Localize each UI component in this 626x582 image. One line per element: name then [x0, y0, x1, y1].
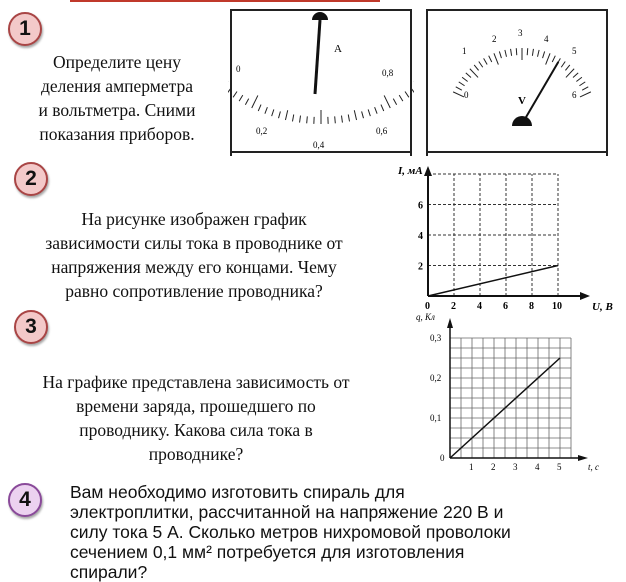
task-3-line: проводнику. Какова сила тока в — [8, 418, 384, 442]
task-1-line: Определите цену — [14, 50, 220, 74]
voltmeter-label-4: 4 — [544, 34, 549, 44]
voltmeter-label-0: 0 — [464, 90, 469, 100]
voltmeter-label-5: 5 — [572, 46, 577, 56]
chart-2-x-ticks — [469, 462, 562, 472]
ammeter-label-0: 0 — [236, 64, 241, 74]
task-3-line: проводнике? — [8, 442, 384, 466]
task-1-line: деления амперметра — [14, 74, 220, 98]
chart-2-xlabel: t, с — [588, 462, 599, 472]
task-4-line: спирали? — [70, 562, 622, 582]
task-4-line: Вам необходимо изготовить спираль для — [70, 482, 622, 502]
chart-1-x-tick-label: 4 — [477, 301, 482, 312]
task-2-line: зависимости силы тока в проводнике от — [6, 231, 382, 255]
chart-2-y-arrow — [447, 318, 453, 328]
ammeter-label-0-8: 0,8 — [382, 68, 394, 78]
task-3-text — [8, 370, 384, 466]
chart-2-x-tick-label: 3 — [513, 462, 518, 472]
chart-1-x-tick-label: 6 — [503, 301, 508, 312]
chart-1-x-ticks — [425, 301, 562, 312]
voltmeter-label-3: 3 — [518, 28, 523, 38]
ammeter-label-0-4: 0,4 — [313, 140, 325, 150]
task-1-text — [14, 50, 220, 146]
ammeter-unit-label: A — [334, 43, 342, 55]
task-3-line: На графике представлена зависимость от — [8, 370, 384, 394]
chart-1-x-tick-label: 2 — [451, 301, 456, 312]
chart-2-y-ticks — [430, 333, 445, 463]
task-1-number: 1 — [19, 17, 31, 41]
chart-2-x-tick-label: 4 — [535, 462, 540, 472]
task-4-line: сечением 0,1 мм² потребуется для изготовления — [70, 542, 622, 562]
chart-1-x-tick-label: 8 — [529, 301, 534, 312]
chart-2-grid — [450, 338, 571, 458]
task-1-line: показания приборов. — [14, 122, 220, 146]
chart-1-y-tick-label: 4 — [418, 231, 423, 242]
chart-1-grid — [428, 174, 558, 296]
chart-2-y-tick-label: 0,1 — [430, 413, 441, 423]
voltmeter-label-6: 6 — [572, 90, 577, 100]
chart-1-xlabel: U, В — [592, 301, 613, 312]
task-2-number: 2 — [25, 167, 37, 191]
chart-1-x-arrow — [580, 292, 590, 300]
chart-1-series-line — [428, 266, 558, 297]
chart-1-x-tick-label: 0 — [425, 301, 430, 312]
chart-1-y-tick-label: 2 — [418, 262, 423, 273]
task-4-line: силу тока 5 А. Сколько метров нихромовой проволоки — [70, 522, 622, 542]
task-2-line: На рисунке изображен график — [6, 207, 382, 231]
task-2-text — [6, 207, 382, 303]
chart-2-ylabel: q, Кл — [416, 312, 435, 322]
chart-2-x-tick-label: 5 — [557, 462, 562, 472]
ammeter-tick — [307, 116, 308, 123]
ammeter-tick — [335, 116, 336, 123]
task-3-number: 3 — [25, 315, 37, 339]
voltmeter-tick — [527, 48, 528, 55]
task-4-badge — [8, 483, 42, 517]
chart-2-x-tick-label: 1 — [469, 462, 474, 472]
ammeter-label-0-6: 0,6 — [376, 126, 388, 136]
voltmeter — [424, 6, 610, 156]
task-3-line: времени заряда, прошедшего по — [8, 394, 384, 418]
chart-1-ylabel: I, мА — [397, 165, 423, 177]
ammeter-label-0-2: 0,2 — [256, 126, 267, 136]
task-2-line: равно сопротивление проводника? — [6, 279, 382, 303]
chart-1-x-tick-label: 10 — [552, 301, 562, 312]
chart-1-y-ticks — [418, 201, 423, 273]
task-1-line: и вольтметра. Сними — [14, 98, 220, 122]
chart-2-y-tick-label: 0 — [440, 453, 445, 463]
task-3-badge — [14, 310, 48, 344]
chart-1-y-arrow — [424, 166, 432, 176]
task-2-badge — [14, 162, 48, 196]
chart-2-y-tick-label: 0,3 — [430, 333, 442, 343]
task-4-line: электроплитки, рассчитанной на напряжение 220 В и — [70, 502, 622, 522]
chart-2-x-tick-label: 2 — [491, 462, 496, 472]
ammeter — [228, 6, 414, 156]
task-4-text — [70, 482, 622, 582]
voltmeter-label-2: 2 — [492, 34, 497, 44]
task-4-number: 4 — [19, 488, 31, 512]
charge-time-chart — [408, 312, 622, 474]
voltmeter-tick — [516, 48, 517, 55]
voltmeter-unit-label: V — [518, 95, 526, 107]
chart-2-x-arrow — [578, 455, 588, 461]
task-2-line: напряжения между его концами. Чему — [6, 255, 382, 279]
task-1-badge — [8, 12, 42, 46]
chart-2-y-tick-label: 0,2 — [430, 373, 441, 383]
chart-1-y-tick-label: 6 — [418, 201, 423, 212]
current-voltage-chart — [392, 162, 624, 312]
voltmeter-label-1: 1 — [462, 46, 467, 56]
